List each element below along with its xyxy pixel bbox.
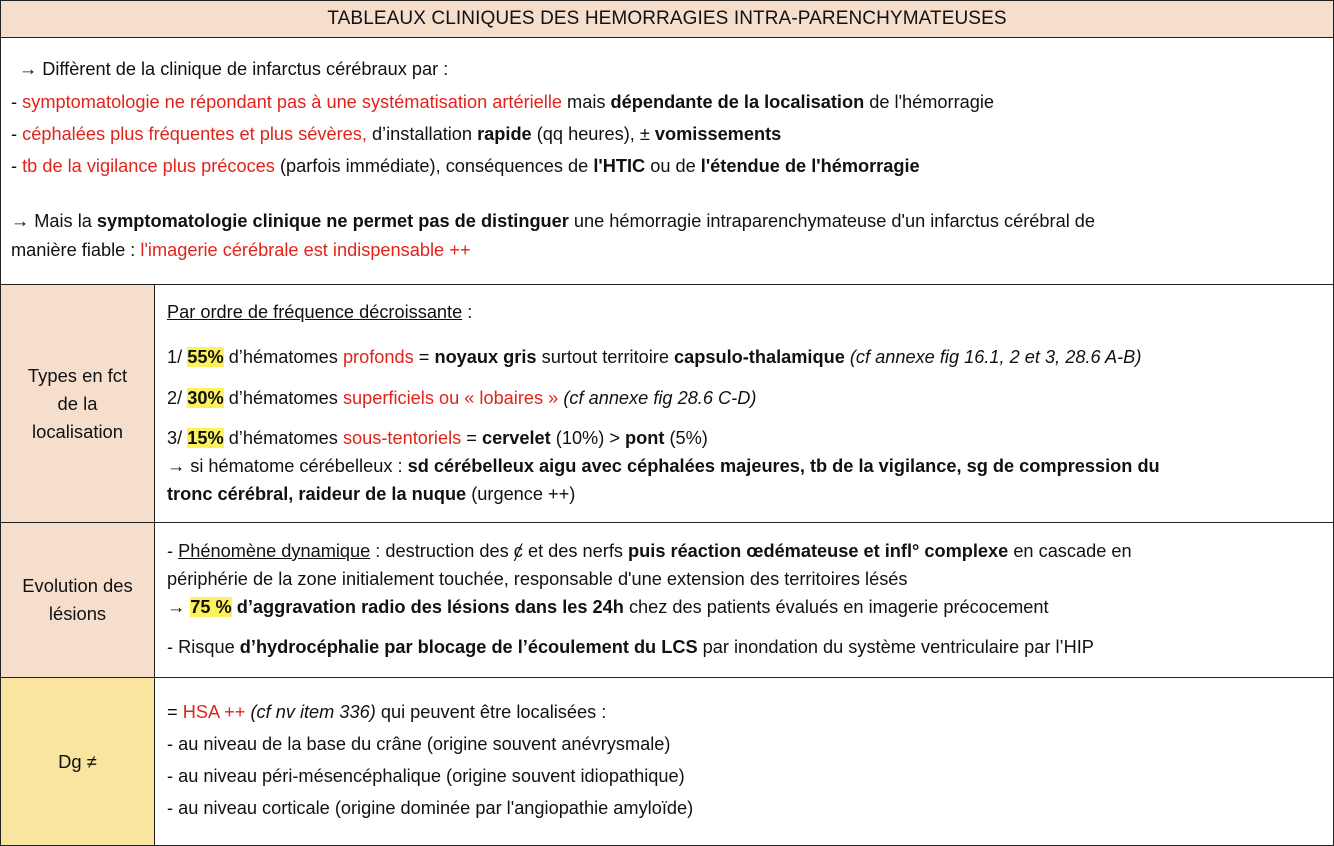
row-dg bbox=[1, 678, 1333, 845]
types-label-cell bbox=[1, 285, 155, 522]
arrow-right-icon: → bbox=[11, 211, 30, 231]
dg-label-cell bbox=[1, 678, 155, 845]
evolution-label: Evolution des lésions bbox=[22, 575, 133, 624]
types-sub-2: tronc cérébral, raideur de la nuque (urgence ++) bbox=[167, 484, 576, 504]
arrow-right-icon: → bbox=[19, 59, 38, 79]
evolution-p1: - Phénomène dynamique : destruction des ȼ et des nerfs puis réaction œdémateuse et infl° complexe en cascade en bbox=[167, 541, 1132, 561]
intro-line-3: - tb de la vigilance plus précoces (parfois immédiate), conséquences de l'HTIC ou de l'étendue de l'hémorragie bbox=[11, 156, 920, 176]
evolution-p1-cont: périphérie de la zone initialement touchée, responsable d'une extension des territoires lésés bbox=[167, 569, 908, 589]
table-title bbox=[1, 1, 1333, 38]
dg-line-2: - au niveau de la base du crâne (origine souvent anévrysmale) bbox=[167, 734, 671, 754]
evolution-p3: - Risque d’hydrocéphalie par blocage de l’écoulement du LCS par inondation du système ventriculaire par l’HIP bbox=[167, 637, 1094, 657]
dg-line-4: - au niveau corticale (origine dominée par l'angiopathie amyloïde) bbox=[167, 798, 694, 818]
types-item-2: 2/ 30% d’hématomes superficiels ou « lobaires » (cf annexe fig 28.6 C-D) bbox=[167, 388, 757, 408]
evolution-label-cell bbox=[1, 523, 155, 677]
row-types bbox=[1, 285, 1333, 523]
types-sub-1: → si hématome cérébelleux : sd cérébelleux aigu avec céphalées majeures, tb de la vigilance, sg de compression du bbox=[167, 456, 1160, 476]
intro-line-4: → Mais la symptomatologie clinique ne permet pas de distinguer une hémorragie intraparenchymateuse d'un infarctus cérébral de bbox=[11, 211, 1096, 231]
arrow-right-icon: → bbox=[167, 456, 186, 476]
types-item-3: 3/ 15% d’hématomes sous-tentoriels = cervelet (10%) > pont (5%) bbox=[167, 428, 708, 448]
intro-line-5: manière fiable : l'imagerie cérébrale est indispensable ++ bbox=[11, 240, 471, 260]
types-label: Types en fct de la localisation bbox=[27, 364, 128, 442]
types-heading: Par ordre de fréquence décroissante : bbox=[167, 302, 473, 322]
intro-lead: → Diffèrent de la clinique de infarctus cérébraux par : bbox=[19, 59, 449, 79]
evolution-p2: → 75 % d’aggravation radio des lésions dans les 24h chez des patients évalués en imagerie précocement bbox=[167, 597, 1049, 617]
row-evolution bbox=[1, 523, 1333, 678]
arrow-right-icon: → bbox=[167, 597, 186, 617]
intro-line-1: - symptomatologie ne répondant pas à une systématisation artérielle mais dépendante de la localisation de l'hémorragie bbox=[11, 92, 995, 112]
dg-label: Dg ≠ bbox=[58, 750, 97, 772]
types-item-1: 1/ 55% d’hématomes profonds = noyaux gris surtout territoire capsulo-thalamique (cf annexe fig 16.1, 2 et 3, 28.6 A-B) bbox=[167, 347, 1142, 367]
table-title-text: TABLEAUX CLINIQUES DES HEMORRAGIES INTRA-PARENCHYMATEUSES bbox=[327, 8, 1007, 29]
dg-line-1: = HSA ++ (cf nv item 336) qui peuvent être localisées : bbox=[167, 702, 607, 722]
intro-line-2: - céphalées plus fréquentes et plus sévères, d’installation rapide (qq heures), ± vomissements bbox=[11, 124, 782, 144]
dg-line-3: - au niveau péri-mésencéphalique (origine souvent idiopathique) bbox=[167, 766, 685, 786]
intro-section bbox=[1, 38, 1333, 285]
